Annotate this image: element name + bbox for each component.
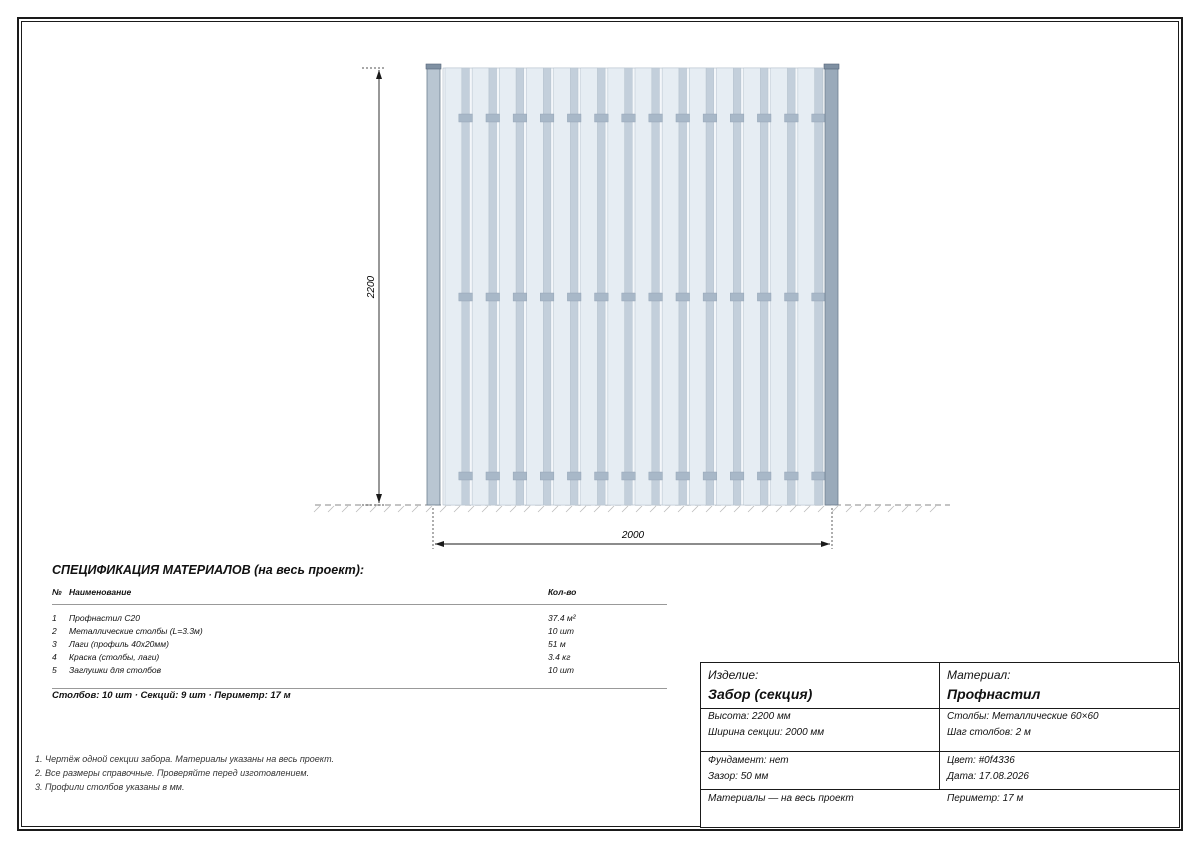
fence-rail-segment: [622, 114, 636, 122]
height-value: Высота: 2200 мм: [708, 711, 791, 722]
spec-summary: Столбов: 10 шт · Секций: 9 шт · Периметр: 17 м: [52, 690, 291, 701]
spec-row-num: 4: [52, 652, 57, 662]
ground-hatch: [678, 506, 684, 512]
ground-hatch: [342, 506, 348, 512]
dimension-height-arrow-bottom: [376, 494, 382, 503]
dimension-height-label: 2200: [366, 275, 377, 299]
ground-hatch: [384, 506, 390, 512]
fence-slat-rib: [570, 68, 578, 505]
fence-rail-segment: [730, 293, 744, 301]
left-post: [427, 68, 440, 505]
spec-row: [52, 665, 672, 678]
ground-hatch: [832, 506, 838, 512]
fence-rail-segment: [459, 114, 473, 122]
material-label: Материал:: [947, 668, 1011, 682]
fence-slat: [716, 68, 733, 505]
fence-slat-rib: [625, 68, 633, 505]
fence-rail-segment: [703, 114, 717, 122]
fence-rail-segment: [595, 472, 609, 480]
ground-hatch: [524, 506, 530, 512]
fence-rail-segment: [622, 472, 636, 480]
fence-slat: [608, 68, 625, 505]
fence-rail-segment: [757, 114, 771, 122]
spec-row: [52, 652, 672, 665]
spec-row-qty: 51 м: [548, 639, 566, 649]
fence-slat: [635, 68, 652, 505]
ground-hatch: [566, 506, 572, 512]
spec-header-divider: [52, 604, 667, 605]
dimension-width-label: 2000: [621, 530, 645, 541]
spec-header-name: Наименование: [69, 587, 132, 597]
ground-hatch: [650, 506, 656, 512]
fence-rail-segment: [459, 472, 473, 480]
ground-hatch: [818, 506, 824, 512]
note-3: 3. Профили столбов указаны в мм.: [35, 782, 185, 792]
posts-value: Столбы: Металлические 60×60: [947, 711, 1099, 722]
ground-hatch: [734, 506, 740, 512]
fence-rail-segment: [486, 472, 500, 480]
dimension-width-arrow-left: [435, 541, 444, 547]
spec-row-num: 3: [52, 639, 57, 649]
fence-slat: [798, 68, 815, 505]
ground-hatch: [720, 506, 726, 512]
spec-row-name: Металлические столбы (L=3.3м): [69, 626, 203, 636]
fence-rail-segment: [540, 293, 554, 301]
fence-slat-rib: [788, 68, 796, 505]
spec-row-name: Краска (столбы, лаги): [69, 652, 160, 662]
spec-row-qty: 3.4 кг: [548, 652, 571, 662]
fence-rail-segment: [567, 293, 581, 301]
fence-rail-segment: [812, 293, 826, 301]
ground-hatch: [440, 506, 446, 512]
fence-slat-rib: [516, 68, 524, 505]
ground-hatch: [328, 506, 334, 512]
color-value: Цвет: #0f4336: [947, 755, 1015, 766]
fence-slat: [771, 68, 788, 505]
fence-rail-segment: [676, 293, 690, 301]
product-value: Забор (секция): [708, 686, 813, 702]
fence-slat: [744, 68, 761, 505]
spec-row-qty: 37.4 м²: [548, 613, 576, 623]
ground-hatch: [468, 506, 474, 512]
fence-slat: [689, 68, 706, 505]
ground-hatch: [916, 506, 922, 512]
ground-hatch: [552, 506, 558, 512]
fence-rail-segment: [513, 472, 527, 480]
fence-rail-segment: [622, 293, 636, 301]
spec-footer-divider: [52, 688, 667, 689]
fence-rail-segment: [785, 114, 799, 122]
spec-row: [52, 639, 672, 652]
fence-rail-segment: [595, 293, 609, 301]
fence-rail-segment: [459, 293, 473, 301]
fence-section: [426, 64, 839, 505]
fence-slat-rib: [652, 68, 660, 505]
ground-hatch: [538, 506, 544, 512]
spec-header-num: №: [52, 587, 62, 597]
ground-hatch: [636, 506, 642, 512]
foundation-value: Фундамент: нет: [708, 755, 789, 766]
fence-rail-segment: [730, 472, 744, 480]
fence-rail-segment: [812, 114, 826, 122]
spec-title: СПЕЦИФИКАЦИЯ МАТЕРИАЛОВ (на весь проект):: [52, 563, 365, 577]
fence-rail-segment: [649, 114, 663, 122]
right-post: [825, 68, 838, 505]
fence-slat-rib: [598, 68, 606, 505]
fence-slat-rib: [489, 68, 497, 505]
fence-slat-rib: [679, 68, 687, 505]
fence-rail-segment: [595, 114, 609, 122]
fence-slat-rib: [543, 68, 551, 505]
spec-row-num: 2: [52, 626, 57, 636]
spec-row-name: Заглушки для столбов: [69, 665, 162, 675]
ground-hatch: [594, 506, 600, 512]
fence-slat: [662, 68, 679, 505]
fence-rail-segment: [567, 472, 581, 480]
ground-hatch: [664, 506, 670, 512]
ground-hatch: [426, 506, 432, 512]
title-block-hdivider-1: [701, 708, 1179, 709]
fence-rail-segment: [513, 293, 527, 301]
ground-hatch: [314, 506, 320, 512]
ground-hatch: [930, 506, 936, 512]
ground-hatch: [356, 506, 362, 512]
ground-hatch: [706, 506, 712, 512]
fence-slat-rib: [733, 68, 741, 505]
fence-rail-segment: [785, 293, 799, 301]
ground-hatch: [398, 506, 404, 512]
ground-hatch: [762, 506, 768, 512]
fence-slat: [472, 68, 489, 505]
fence-rail-segment: [703, 472, 717, 480]
ground-hatch: [888, 506, 894, 512]
section-width-value: Ширина секции: 2000 мм: [708, 727, 825, 738]
spec-row: [52, 626, 672, 639]
note-2: 2. Все размеры справочные. Проверяйте перед изготовлением.: [35, 768, 310, 778]
ground-hatch: [846, 506, 852, 512]
ground-hatch: [482, 506, 488, 512]
spec-row-name: Профнастил С20: [69, 613, 140, 623]
gap-value: Зазор: 50 мм: [708, 771, 769, 782]
ground-hatch: [748, 506, 754, 512]
fence-slat: [526, 68, 543, 505]
ground-hatch: [790, 506, 796, 512]
perimeter-value: Периметр: 17 м: [947, 793, 1024, 804]
fence-rail-segment: [540, 114, 554, 122]
fence-rail-segment: [785, 472, 799, 480]
fence-slat-rib: [760, 68, 768, 505]
fence-rail-segment: [812, 472, 826, 480]
dimension-height-arrow-top: [376, 70, 382, 79]
title-block-hdivider-2: [701, 751, 1179, 752]
spec-header-qty: Кол-во: [548, 587, 577, 597]
fence-rail-segment: [649, 472, 663, 480]
ground-hatch: [412, 506, 418, 512]
spec-row-qty: 10 шт: [548, 665, 574, 675]
spec-row: [52, 613, 672, 626]
ground-hatch: [804, 506, 810, 512]
spec-row-name: Лаги (профиль 40х20мм): [69, 639, 169, 649]
right-post-cap: [824, 64, 839, 69]
fence-rail-segment: [730, 114, 744, 122]
title-block-hdivider-3: [701, 789, 1179, 790]
fence-rail-segment: [676, 472, 690, 480]
dimension-width-arrow-right: [821, 541, 830, 547]
fence-rail-segment: [757, 472, 771, 480]
date-value: Дата: 17.08.2026: [947, 771, 1029, 782]
product-label: Изделие:: [708, 668, 759, 682]
ground-hatch: [692, 506, 698, 512]
ground-hatch: [580, 506, 586, 512]
fence-rail-segment: [540, 472, 554, 480]
ground-hatch: [496, 506, 502, 512]
note-1: 1. Чертёж одной секции забора. Материалы указаны на весь проект.: [35, 754, 335, 764]
fence-slat-rib: [706, 68, 714, 505]
fence-rail-segment: [649, 293, 663, 301]
fence-rail-segment: [567, 114, 581, 122]
ground-hatch: [608, 506, 614, 512]
fence-slat-rib: [815, 68, 823, 505]
fence-rail-segment: [757, 293, 771, 301]
ground-hatch: [622, 506, 628, 512]
spec-row-num: 5: [52, 665, 57, 675]
post-step-value: Шаг столбов: 2 м: [947, 727, 1031, 738]
fence-slat: [499, 68, 516, 505]
title-block-vdivider: [939, 663, 940, 789]
fence-slat: [445, 68, 462, 505]
fence-rail-segment: [513, 114, 527, 122]
ground-hatch: [370, 506, 376, 512]
title-block: [700, 662, 1180, 828]
ground-hatch: [902, 506, 908, 512]
fence-rail-segment: [703, 293, 717, 301]
fence-slat: [554, 68, 571, 505]
ground-hatch: [860, 506, 866, 512]
spec-row-qty: 10 шт: [548, 626, 574, 636]
materials-note: Материалы — на весь проект: [708, 793, 854, 804]
spec-row-num: 1: [52, 613, 57, 623]
fence-rail-segment: [676, 114, 690, 122]
left-post-cap: [426, 64, 441, 69]
ground-line: [314, 505, 950, 512]
fence-rail-segment: [486, 293, 500, 301]
fence-slat: [581, 68, 598, 505]
ground-hatch: [510, 506, 516, 512]
fence-rail-segment: [486, 114, 500, 122]
fence-slat-rib: [462, 68, 470, 505]
ground-hatch: [776, 506, 782, 512]
ground-hatch: [874, 506, 880, 512]
ground-hatch: [454, 506, 460, 512]
material-value: Профнастил: [947, 686, 1041, 702]
